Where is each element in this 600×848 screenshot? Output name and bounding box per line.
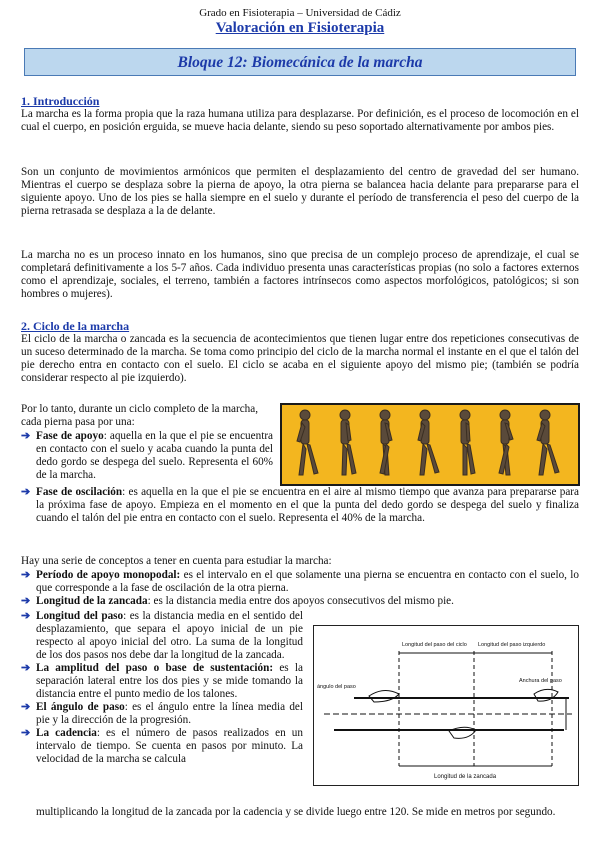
concepts-intro: Hay una serie de conceptos a tener en cuenta para estudiar la marcha: xyxy=(21,555,332,567)
diagram-label-stride: Longitud de la zancada xyxy=(434,774,497,780)
intro-paragraph-3: La marcha no es un proceso innato en los humanos, sino que precisa de un complejo proceso de aprendizaje, el cual se completará definitivamente a los 5-7 años. Cada individuo presenta unas características propias (no solo a factores externos como el aprendizaje, sociales, el terreno, también a factores intrínsecos como aspectos morfológicos, patológicos; si son hombres o mujeres). xyxy=(21,249,579,300)
walking-figures-icon xyxy=(282,405,578,484)
intro-paragraph-1: La marcha es la forma propia que la raza humana utiliza para desplazarse. Por definición, es el proceso de locomoción en el cual el cuerpo, en posición erguida, se mueve hacia delante, siendo su peso soportado alternativamente por ambos pies. xyxy=(21,108,579,133)
diagram-label-angle: ángulo del paso xyxy=(317,684,356,690)
cadence-continuation: multiplicando la longitud de la zancada por la cadencia y se divide luego entre 120. Se mide en metros por segundo. xyxy=(36,806,556,818)
phase-list-2 xyxy=(21,486,579,525)
section-1-heading: 1. Introducción xyxy=(21,94,100,108)
arrow-icon: ➔ xyxy=(21,595,31,607)
arrow-icon: ➔ xyxy=(21,430,31,442)
concept-item: ➔ La amplitud del paso o base de sustentación: es la separación lateral entre los dos pies y se mide tomando la distancia entre el punto medio de los talones. xyxy=(21,662,303,700)
arrow-icon: ➔ xyxy=(21,610,31,622)
arrow-icon: ➔ xyxy=(21,486,31,498)
diagram-label-step2: Longitud del paso izquierdo xyxy=(478,642,546,648)
course-subtitle: Grado en Fisioterapia – Universidad de Cádiz xyxy=(199,7,401,19)
cycle-paragraph-2: Por lo tanto, durante un ciclo completo de la marcha, cada pierna pasa por una: xyxy=(21,403,259,428)
arrow-icon: ➔ xyxy=(21,662,31,674)
phase-item-swing: ➔ Fase de oscilación: es aquella en la que el pie se encuentra en el aire al mismo tiempo que avanza para prepararse para la próxima fase de apoyo. Empieza en el momento en el que la punta del dedo gordo se despega del suelo y finaliza cuando el talón del pie entra en contacto con el suelo. Representa el 40% de la marcha. xyxy=(21,486,579,524)
step-parameters-diagram xyxy=(313,625,579,786)
section-2-heading: 2. Ciclo de la marcha xyxy=(21,319,130,333)
cycle-paragraph-1: El ciclo de la marcha o zancada es la secuencia de acontecimientos que tienen lugar entre dos repeticiones consecutivas de un suceso determinado de la marcha. Se toma como principio del ciclo de la marcha normal el instante en el que el talón del pie derecho entra en contacto con el suelo. El ciclo se acaba en el siguiente apoyo del mismo pie; (también se podría considerar respecto al pie izquierdo). xyxy=(21,333,579,384)
diagram-label-width: Anchura del paso xyxy=(519,678,562,684)
course-title: Valoración en Fisioterapia xyxy=(215,20,385,36)
concept-item: ➔ Longitud de la zancada: es la distancia media entre dos apoyos consecutivos del mismo pie. xyxy=(21,595,454,607)
concepts-list-narrow xyxy=(21,610,303,766)
concept-item: ➔ Período de apoyo monopodal: es el intervalo en el que solamente una pierna se encuentra en contacto con el suelo, lo que corresponde a la fase de oscilación de la otra pierna. xyxy=(21,569,579,594)
diagram-label-step: Longitud del paso del ciclo xyxy=(402,642,467,648)
block-title: Bloque 12: Biomecánica de la marcha xyxy=(24,48,576,76)
phase-item-stance: ➔ Fase de apoyo: aquella en la que el pie se encuentra en contacto con el suelo y acaba cuando la punta del dedo gordo se despega del suelo. Representа el 60% de la marcha. xyxy=(21,430,274,481)
arrow-icon: ➔ xyxy=(21,727,31,739)
arrow-icon: ➔ xyxy=(21,569,31,581)
intro-paragraph-2: Son un conjunto de movimientos armónicos que permiten el desplazamiento del centro de gravedad del ser humano. Mientras el cuerpo se desplaza sobre la pierna de apoyo, la otra pierna se balancea hacia delante para prepararse para el siguiente apoyo. Uno de los pies se halla siempre en el suelo y durante el período de transferencia el peso del cuerpo de la pierna retrasada se desplaza a la de delante. xyxy=(21,166,579,217)
arrow-icon: ➔ xyxy=(21,701,31,713)
concept-item: ➔ La cadencia: es el número de pasos realizados en un intervalo de tiempo. Se cuenta en pasos por minuto. La velocidad de la marcha se calcula xyxy=(21,727,303,765)
concept-item: ➔ El ángulo de paso: es el ángulo entre la línea media del pie y la dirección de la progresión. xyxy=(21,701,303,726)
phase-list xyxy=(21,430,273,482)
concepts-list-wide xyxy=(21,569,579,608)
concept-item: ➔ Longitud del paso: es la distancia media en el sentido del desplazamiento, que separa el apoyo inicial de un pie respecto al apoyo inicial del otro. La suma de la longitud de los dos pasos nos debe dar la longitud de la zancada. xyxy=(21,610,303,661)
gait-sequence-photo xyxy=(280,403,580,486)
